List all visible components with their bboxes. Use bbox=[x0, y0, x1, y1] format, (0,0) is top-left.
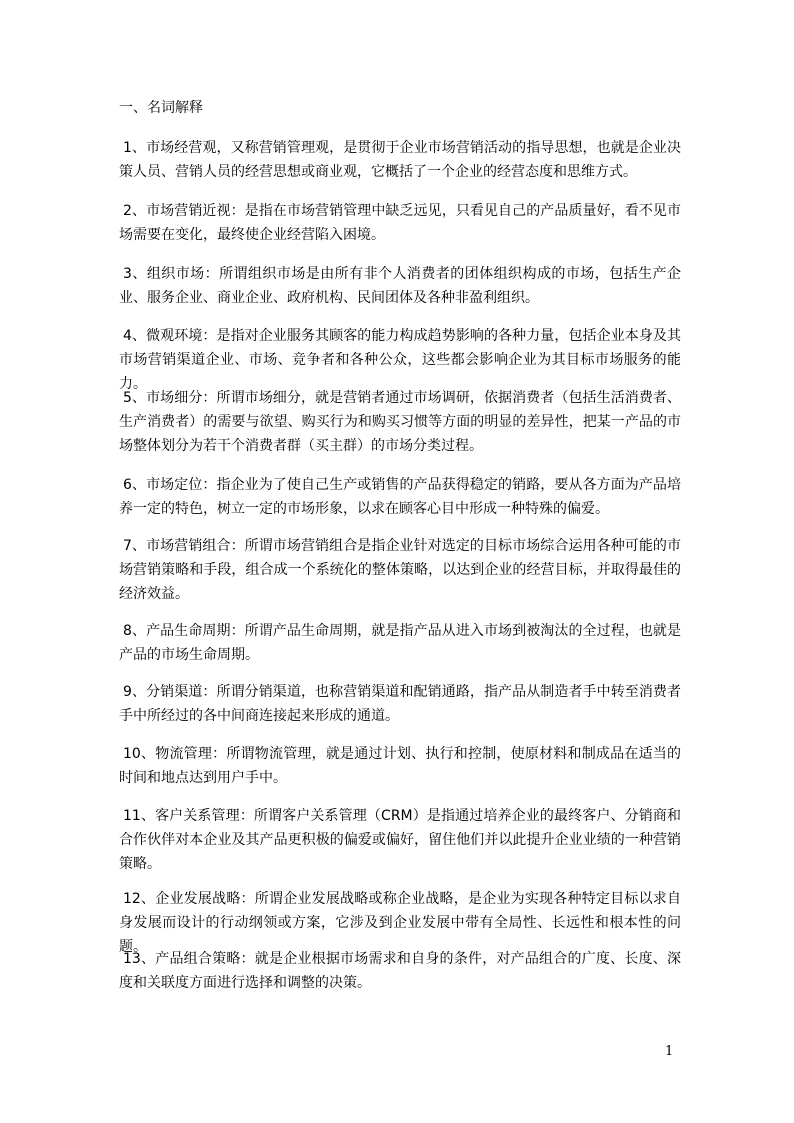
definition-entry bbox=[119, 619, 681, 667]
entry-term: 分销渠道 bbox=[146, 684, 203, 700]
entry-number: 12、 bbox=[123, 891, 156, 907]
entry-definition: ：所谓企业发展战略或称企业战略，是企业为实现各种特定目标以求自身发展而设计的行动纲领或方案，它涉及到企业发展中带有全局性、长远性和根本性的问题。 bbox=[119, 891, 681, 955]
entry-number: 11、 bbox=[123, 808, 156, 824]
entry-number: 10、 bbox=[123, 746, 156, 762]
definition-entry bbox=[119, 680, 681, 728]
definition-entry bbox=[119, 947, 681, 995]
entry-term: 市场经营观 bbox=[146, 140, 217, 156]
definition-entry bbox=[119, 473, 681, 521]
entry-term: 微观环境 bbox=[146, 328, 203, 344]
entry-definition: ：所谓产品生命周期，就是指产品从进入市场到被淘汰的全过程，也就是产品的市场生命周期。 bbox=[119, 623, 682, 663]
definition-entry bbox=[119, 742, 681, 790]
entry-definition: ：是指在市场营销管理中缺乏远见，只看见自己的产品质量好，看不见市场需要在变化，最终使企业经营陷入困境。 bbox=[119, 203, 682, 243]
entry-number: 13、 bbox=[123, 951, 156, 967]
entry-term: 市场细分 bbox=[146, 390, 203, 406]
page-number: 1 bbox=[665, 1044, 674, 1059]
definition-entry bbox=[119, 534, 681, 606]
entry-definition: ，又称营销管理观，是贯彻于企业市场营销活动的指导思想，也就是企业决策人员、营销人员的经营思想或商业观，它概括了一个企业的经营态度和思维方式。 bbox=[119, 140, 682, 180]
entry-definition: ：是指对企业服务其顾客的能力构成趋势影响的各种力量，包括企业本身及其市场营销渠道企业、市场、竞争者和各种公众，这些都会影响企业为其目标市场服务的能力。 bbox=[119, 328, 682, 392]
definition-entry bbox=[119, 199, 681, 247]
entry-number: 3、 bbox=[123, 266, 147, 282]
definition-entry bbox=[119, 262, 681, 310]
entry-term: 企业发展战略 bbox=[155, 891, 241, 907]
definition-entry bbox=[119, 386, 681, 458]
entry-number: 7、 bbox=[123, 538, 147, 554]
entry-definition: ：所谓分销渠道，也称营销渠道和配销通路，指产品从制造者手中转至消费者手中所经过的各中间商连接起来形成的通道。 bbox=[119, 684, 682, 724]
entry-term: 组织市场 bbox=[146, 266, 205, 282]
entry-number: 9、 bbox=[123, 684, 147, 700]
entry-term: 产品组合策略 bbox=[155, 951, 241, 967]
entry-term: 客户关系管理 bbox=[155, 808, 240, 824]
entry-definition: ：所谓组织市场是由所有非个人消费者的团体组织构成的市场，包括生产企业、服务企业、商业企业、政府机构、民间团体及各种非盈利组织。 bbox=[119, 266, 682, 306]
entry-number: 8、 bbox=[123, 623, 147, 639]
entry-definition: ：所谓客户关系管理（CRM）是指通过培养企业的最终客户、分销商和合作伙伴对本企业及其产品更积极的偏爱或偏好，留住他们并以此提升企业业绩的一种营销策略。 bbox=[119, 808, 681, 872]
entry-definition: ：所谓物流管理，就是通过计划、执行和控制，使原材料和制成品在适当的时间和地点达到用户手中。 bbox=[119, 746, 682, 786]
entry-term: 市场定位 bbox=[146, 477, 203, 493]
entry-definition: ：就是企业根据市场需求和自身的条件，对产品组合的广度、长度、深度和关联度方面进行选择和调整的决策。 bbox=[119, 951, 681, 991]
section-title: 一、名词解释 bbox=[119, 100, 203, 116]
entry-term: 市场营销近视 bbox=[146, 203, 231, 219]
entry-definition: ：指企业为了使自己生产或销售的产品获得稳定的销路，要从各方面为产品培养一定的特色，树立一定的市场形象，以求在顾客心目中形成一种特殊的偏爱。 bbox=[119, 477, 682, 517]
entry-term: 产品生命周期 bbox=[146, 623, 231, 639]
entry-number: 6、 bbox=[123, 477, 147, 493]
entry-number: 5、 bbox=[123, 390, 147, 406]
definition-entry bbox=[119, 804, 681, 876]
entry-number: 1、 bbox=[123, 140, 147, 156]
entry-term: 物流管理 bbox=[155, 746, 213, 762]
definition-entry bbox=[119, 136, 681, 184]
entry-definition: ：所谓市场营销组合是指企业针对选定的目标市场综合运用各种可能的市场营销策略和手段，组合成一个系统化的整体策略，以达到企业的经营目标，并取得最佳的经济效益。 bbox=[119, 538, 682, 602]
entry-definition: ：所谓市场细分，就是营销者通过市场调研，依据消费者（包括生活消费者、生产消费者）的需要与欲望、购买行为和购买习惯等方面的明显的差异性，把某一产品的市场整体划分为若干个消费者群（买主群）的市场分类过程。 bbox=[119, 390, 682, 454]
entry-number: 4、 bbox=[123, 328, 147, 344]
entry-term: 市场营销组合 bbox=[146, 538, 231, 554]
entry-number: 2、 bbox=[123, 203, 147, 219]
